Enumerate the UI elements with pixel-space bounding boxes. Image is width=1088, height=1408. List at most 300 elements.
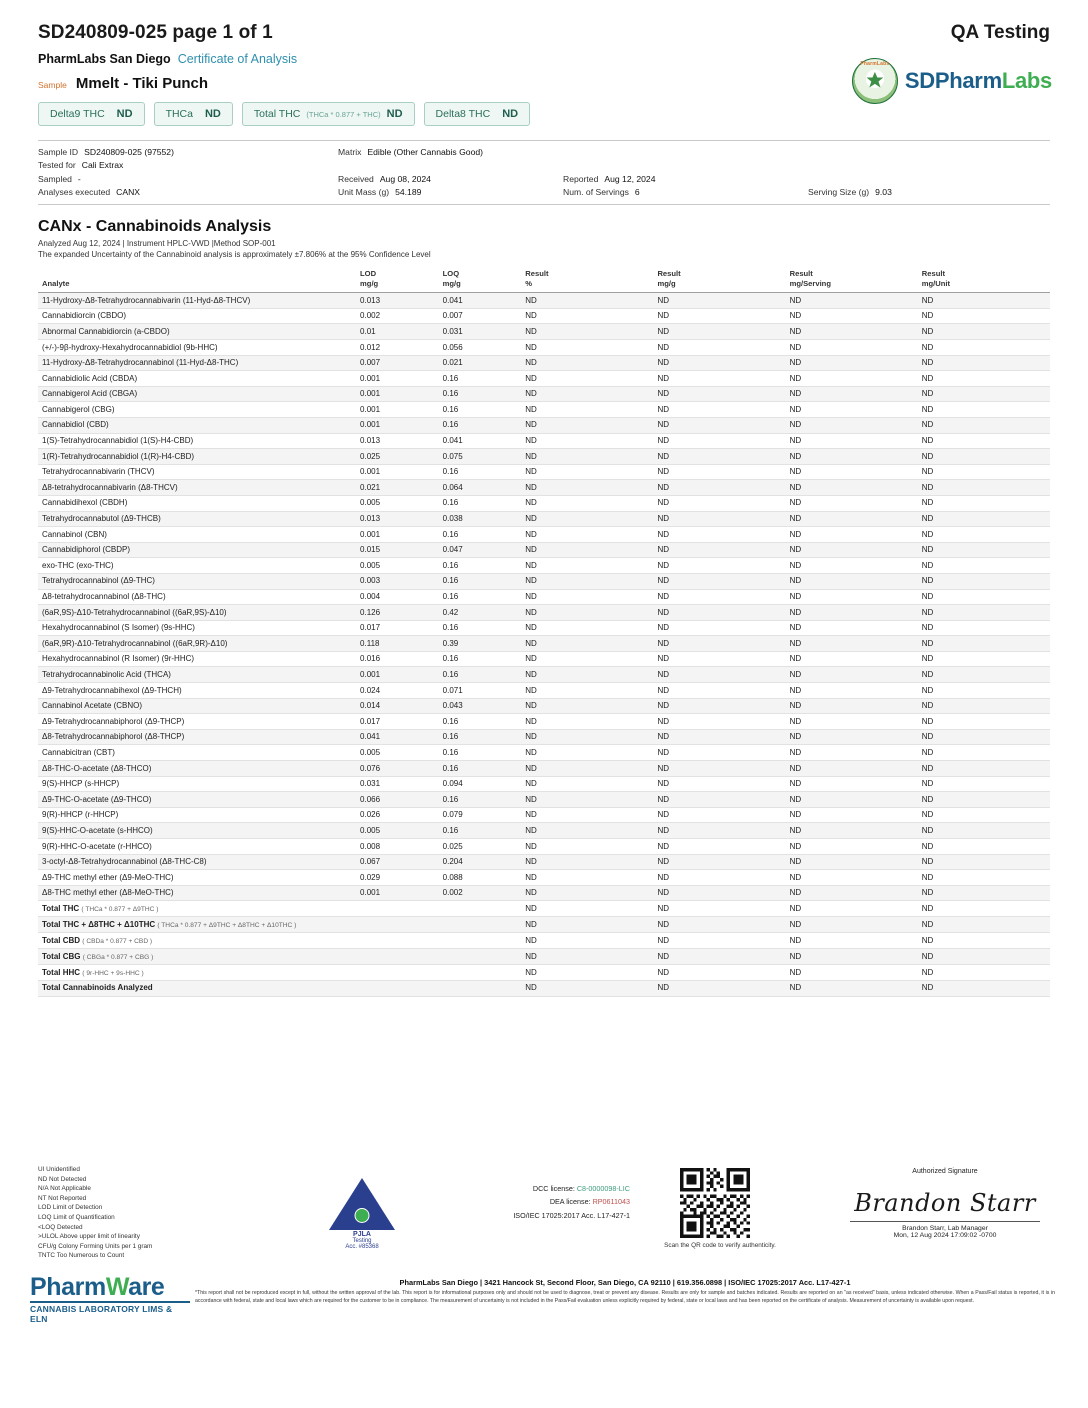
- cell-analyte: Cannabigerol Acid (CBGA): [38, 386, 356, 402]
- cell-loq: 0.041: [439, 293, 522, 309]
- cell-result-mgserving: ND: [786, 573, 918, 589]
- cell-lod: 0.016: [356, 651, 439, 667]
- qr-code-icon[interactable]: [680, 1168, 750, 1238]
- legend-item: TNTC Too Numerous to Count: [38, 1252, 125, 1260]
- cell-result-pct: ND: [521, 870, 653, 886]
- cell-result-pct: ND: [521, 542, 653, 558]
- cell-result-mgunit: ND: [918, 870, 1050, 886]
- table-row: [38, 558, 1050, 574]
- cell-result-pct: ND: [521, 933, 653, 949]
- cell-lod: 0.001: [356, 527, 439, 543]
- cell-result-mgserving: ND: [786, 558, 918, 574]
- cell-result-mgserving: ND: [786, 417, 918, 433]
- cell-result-mgg: ND: [653, 885, 785, 901]
- table-row: [38, 527, 1050, 543]
- cell-result-mgserving: ND: [786, 949, 918, 965]
- cell-lod: 0.012: [356, 340, 439, 356]
- cell-analyte: Tetrahydrocannabinol (Δ9-THC): [38, 573, 356, 589]
- cell-result-pct: ND: [521, 355, 653, 371]
- cell-lod: [356, 933, 439, 949]
- cell-result-pct: ND: [521, 729, 653, 745]
- cell-result-mgg: ND: [653, 917, 785, 933]
- pharmware-word3: are: [128, 1273, 165, 1301]
- cell-result-mgserving: ND: [786, 761, 918, 777]
- table-row: [38, 761, 1050, 777]
- cell-result-mgg: ND: [653, 589, 785, 605]
- cell-result-mgg: ND: [653, 980, 785, 996]
- cell-analyte: Cannabigerol (CBG): [38, 402, 356, 418]
- table-row: [38, 714, 1050, 730]
- cell-loq: 0.043: [439, 698, 522, 714]
- cell-result-mgunit: ND: [918, 402, 1050, 418]
- cell-result-pct: ND: [521, 965, 653, 981]
- cell-analyte: Tetrahydrocannabutol (Δ9-THCB): [38, 511, 356, 527]
- cell-loq: 0.16: [439, 792, 522, 808]
- table-row: [38, 371, 1050, 387]
- cell-total-formula: ( THCa * 0.877 + Δ9THC + Δ8THC + Δ10THC ): [157, 921, 297, 929]
- meta-serving-size: [808, 186, 1038, 199]
- cell-loq: 0.16: [439, 589, 522, 605]
- cell-result-mgunit: ND: [918, 340, 1050, 356]
- cell-result-mgunit: ND: [918, 308, 1050, 324]
- meta-key: Reported: [563, 173, 599, 184]
- cell-loq: 0.16: [439, 823, 522, 839]
- cell-analyte: Tetrahydrocannabinolic Acid (THCA): [38, 667, 356, 683]
- sample-metadata: [38, 140, 1050, 205]
- dea-license-row: [450, 1195, 630, 1208]
- meta-value: Edible (Other Cannabis Good): [367, 147, 484, 157]
- cell-analyte: (+/-)-9β-hydroxy-Hexahydrocannabidiol (9b-HHC): [38, 340, 356, 356]
- cell-loq: 0.094: [439, 776, 522, 792]
- cell-lod: 0.026: [356, 807, 439, 823]
- brand-pharm: Pharm: [934, 68, 1002, 93]
- coa-label: Certificate of Analysis: [177, 52, 298, 66]
- cell-result-mgserving: ND: [786, 308, 918, 324]
- cell-result-mgunit: ND: [918, 573, 1050, 589]
- footer-legal: [195, 1278, 1055, 1306]
- chip-label: Delta9 THC: [50, 108, 105, 120]
- table-row: [38, 870, 1050, 886]
- cell-analyte: Δ9-THC methyl ether (Δ9-MeO-THC): [38, 870, 356, 886]
- cell-loq: 0.16: [439, 558, 522, 574]
- cell-analyte: 1(R)-Tetrahydrocannabidiol (1(R)-H4-CBD): [38, 449, 356, 465]
- pharmlabs-seal-icon: [852, 58, 898, 104]
- cell-analyte: Cannabidiol (CBD): [38, 417, 356, 433]
- table-row: [38, 573, 1050, 589]
- cell-result-mgg: ND: [653, 949, 785, 965]
- table-row: [38, 293, 1050, 309]
- col-result-pct-l1: Result: [525, 269, 549, 279]
- cell-loq: [439, 980, 522, 996]
- table-row: [38, 636, 1050, 652]
- brand-wordmark: [905, 70, 1052, 92]
- cell-analyte: 3-octyl-Δ8-Tetrahydrocannabinol (Δ8-THC-C8): [38, 854, 356, 870]
- cell-lod: 0.013: [356, 511, 439, 527]
- cell-result-mgunit: ND: [918, 729, 1050, 745]
- table-row: [38, 620, 1050, 636]
- cell-result-mgserving: ND: [786, 589, 918, 605]
- cell-lod: 0.067: [356, 854, 439, 870]
- meta-value: CANX: [116, 186, 141, 197]
- cell-result-mgserving: ND: [786, 433, 918, 449]
- cell-analyte: (6aR,9R)-Δ10-Tetrahydrocannabinol ((6aR,9R)-Δ10): [38, 636, 356, 652]
- cell-result-pct: ND: [521, 761, 653, 777]
- cell-result-mgunit: ND: [918, 589, 1050, 605]
- cell-result-mgunit: ND: [918, 542, 1050, 558]
- cell-analyte: (6aR,9S)-Δ10-Tetrahydrocannabinol ((6aR,9S)-Δ10): [38, 605, 356, 621]
- cell-result-pct: ND: [521, 495, 653, 511]
- cell-result-mgunit: ND: [918, 901, 1050, 917]
- cell-result-pct: ND: [521, 949, 653, 965]
- cell-result-mgunit: ND: [918, 433, 1050, 449]
- table-row: [38, 542, 1050, 558]
- cell-result-mgg: ND: [653, 417, 785, 433]
- cell-result-mgg: ND: [653, 402, 785, 418]
- cell-total-label: Total THC ( THCa * 0.877 + Δ9THC ): [38, 901, 356, 917]
- cell-result-mgserving: ND: [786, 823, 918, 839]
- cell-loq: 0.088: [439, 870, 522, 886]
- cell-result-pct: ND: [521, 433, 653, 449]
- cell-result-mgserving: ND: [786, 776, 918, 792]
- cell-result-pct: ND: [521, 714, 653, 730]
- table-row: [38, 402, 1050, 418]
- legend-item: <LOQ Detected: [38, 1223, 83, 1231]
- cell-analyte: 9(S)-HHC-O-acetate (s-HHCO): [38, 823, 356, 839]
- col-lod-l2: mg/g: [360, 278, 379, 288]
- cell-lod: 0.005: [356, 823, 439, 839]
- footer-address: PharmLabs San Diego | 3421 Hancock St, Second Floor, San Diego, CA 92110 | 619.356.0898 | ISO/IEC 17025:2017 Acc. L17-427-1: [399, 1278, 851, 1287]
- legend-item: LOQ Limit of Quantification: [38, 1214, 115, 1222]
- cell-loq: 0.16: [439, 729, 522, 745]
- cell-loq: [439, 917, 522, 933]
- meta-sampled: [38, 173, 338, 186]
- legend-list: [38, 1165, 152, 1261]
- brand-labs: Labs: [1001, 68, 1052, 93]
- cell-result-mgunit: ND: [918, 776, 1050, 792]
- cell-result-mgg: ND: [653, 901, 785, 917]
- cell-loq: 0.16: [439, 371, 522, 387]
- cell-result-mgunit: ND: [918, 324, 1050, 340]
- col-result-mgserving: [786, 267, 918, 292]
- meta-value: 6: [634, 186, 640, 197]
- cell-result-mgserving: ND: [786, 620, 918, 636]
- cell-result-mgg: ND: [653, 433, 785, 449]
- pharmware-word1: Pharm: [30, 1273, 106, 1301]
- cell-result-mgg: ND: [653, 495, 785, 511]
- cell-result-pct: ND: [521, 480, 653, 496]
- pharmware-wordmark: [30, 1275, 190, 1300]
- dea-license-label: DEA license:: [549, 1197, 591, 1207]
- cell-result-mgunit: ND: [918, 698, 1050, 714]
- cell-loq: 0.16: [439, 620, 522, 636]
- cell-result-mgserving: ND: [786, 933, 918, 949]
- cell-result-mgunit: ND: [918, 980, 1050, 996]
- cell-analyte: Cannabidiorcin (CBDO): [38, 308, 356, 324]
- cell-result-mgunit: ND: [918, 745, 1050, 761]
- cell-analyte: Δ8-tetrahydrocannabivarin (Δ8-THCV): [38, 480, 356, 496]
- chip-thca: [154, 102, 233, 126]
- iso-accreditation: ISO/IEC 17025:2017 Acc. L17-427-1: [513, 1210, 630, 1220]
- cell-result-mgunit: ND: [918, 792, 1050, 808]
- table-total-row: [38, 965, 1050, 981]
- cell-analyte: Δ9-Tetrahydrocannabihexol (Δ9-THCH): [38, 683, 356, 699]
- meta-key: Matrix: [338, 147, 362, 157]
- cell-result-mgunit: ND: [918, 667, 1050, 683]
- pjla-dot-icon: [355, 1208, 370, 1223]
- cell-result-mgunit: ND: [918, 933, 1050, 949]
- cell-lod: 0.004: [356, 589, 439, 605]
- footer-disclaimer: *This report shall not be reproduced except in full, without the written approval of the lab. This report is for informational purposes only and should not be used to diagnose, treat or prevent any disease. Results are only for sample and batches indicated. Results are reported on an "as received" basis, unless indicated otherwise. When a Pass/Fail status is reported, it is in accordance with federal, state and local laws which are required for the customer to be in compliance. The measurement of uncertainty is not included in the Pass/Fail evaluation unless explicitly required by federal, state or local laws and has been reported on the certificate of analysis. Measurement of uncertainty is available upon request.: [195, 1290, 1055, 1304]
- dea-license-value: RP0611043: [592, 1197, 630, 1207]
- cell-lod: [356, 917, 439, 933]
- cell-lod: 0.001: [356, 885, 439, 901]
- table-total-row: [38, 949, 1050, 965]
- cell-analyte: Δ9-THC-O-acetate (Δ9-THCO): [38, 792, 356, 808]
- cell-analyte: 11-Hydroxy-Δ8-Tetrahydrocannabinol (11-Hyd-Δ8-THC): [38, 355, 356, 371]
- table-total-row: [38, 980, 1050, 996]
- cell-loq: 0.16: [439, 527, 522, 543]
- cell-result-mgg: ND: [653, 839, 785, 855]
- meta-analyses-executed: [38, 186, 338, 199]
- cell-result-pct: ND: [521, 980, 653, 996]
- pjla-acc: Acc. #85368: [345, 1244, 379, 1250]
- cell-result-mgg: ND: [653, 542, 785, 558]
- cell-result-mgunit: ND: [918, 293, 1050, 309]
- cell-result-mgunit: ND: [918, 651, 1050, 667]
- cell-lod: 0.007: [356, 355, 439, 371]
- meta-unit-mass: [338, 186, 563, 199]
- cell-loq: 0.16: [439, 495, 522, 511]
- cell-result-mgg: ND: [653, 355, 785, 371]
- meta-sample-id: [38, 146, 338, 159]
- cell-result-mgunit: ND: [918, 714, 1050, 730]
- cell-loq: 0.007: [439, 308, 522, 324]
- legend-item: N/A Not Applicable: [38, 1185, 91, 1193]
- cell-result-mgunit: ND: [918, 854, 1050, 870]
- sample-tag: Sample: [38, 80, 67, 90]
- section-title: CANx - Cannabinoids Analysis: [38, 218, 272, 236]
- col-loq-l2: mg/g: [442, 278, 461, 288]
- cell-result-mgserving: ND: [786, 729, 918, 745]
- cell-lod: 0.001: [356, 386, 439, 402]
- cell-result-mgg: ND: [653, 933, 785, 949]
- cell-loq: 0.038: [439, 511, 522, 527]
- col-result-pct-l2: %: [525, 278, 533, 288]
- cell-analyte: Cannabinol Acetate (CBNO): [38, 698, 356, 714]
- chip-sub: (THCa * 0.877 + THC): [306, 110, 381, 119]
- cell-lod: 0.066: [356, 792, 439, 808]
- cell-result-mgserving: ND: [786, 651, 918, 667]
- cell-result-mgserving: ND: [786, 386, 918, 402]
- table-total-row: [38, 917, 1050, 933]
- cell-lod: [356, 965, 439, 981]
- col-lod: [356, 267, 439, 292]
- cell-result-mgunit: ND: [918, 495, 1050, 511]
- cell-analyte: Cannabinol (CBN): [38, 527, 356, 543]
- cell-analyte: Cannabidiolic Acid (CBDA): [38, 371, 356, 387]
- cell-result-pct: ND: [521, 324, 653, 340]
- section-subtitle: Analyzed Aug 12, 2024 | Instrument HPLC-VWD |Method SOP-001: [38, 239, 276, 249]
- pharmware-logo: [30, 1275, 190, 1324]
- cell-lod: 0.001: [356, 371, 439, 387]
- cell-result-mgg: ND: [653, 371, 785, 387]
- cell-result-mgserving: ND: [786, 371, 918, 387]
- sdpharmlabs-logo: [852, 58, 1052, 104]
- pharmware-subtitle: CANNABIS LABORATORY LIMS & ELN: [30, 1301, 190, 1324]
- col-result-mgg-l1: Result: [657, 269, 681, 279]
- cell-lod: 0.021: [356, 480, 439, 496]
- cell-loq: 0.056: [439, 340, 522, 356]
- chip-label: Total THC: [253, 108, 301, 120]
- cell-result-mgserving: ND: [786, 807, 918, 823]
- col-result-mgg-l2: mg/g: [657, 278, 676, 288]
- cell-analyte: Abnormal Cannabidiorcin (a-CBDO): [38, 324, 356, 340]
- cell-result-mgunit: ND: [918, 527, 1050, 543]
- col-result-mgunit-l1: Result: [921, 269, 945, 279]
- meta-value: Aug 08, 2024: [379, 173, 431, 184]
- cell-loq: 0.041: [439, 433, 522, 449]
- cell-result-mgunit: ND: [918, 355, 1050, 371]
- meta-value: 9.03: [875, 186, 892, 197]
- cell-analyte: Tetrahydrocannabivarin (THCV): [38, 464, 356, 480]
- chip-value: ND: [116, 108, 133, 120]
- cell-analyte: Δ8-Tetrahydrocannabiphorol (Δ8-THCP): [38, 729, 356, 745]
- document-header: [0, 0, 1088, 44]
- col-result-mgunit-l2: mg/Unit: [921, 278, 951, 288]
- cell-loq: 0.075: [439, 449, 522, 465]
- col-result-mgunit: [918, 267, 1050, 292]
- cell-total-formula: ( 9r-HHC + 9s-HHC ): [82, 969, 144, 977]
- signature-line: [850, 1221, 1040, 1222]
- cell-result-mgg: ND: [653, 807, 785, 823]
- table-row: [38, 885, 1050, 901]
- legend-item: UI Unidentified: [38, 1166, 80, 1173]
- cell-result-mgunit: ND: [918, 480, 1050, 496]
- cell-result-pct: ND: [521, 589, 653, 605]
- cell-result-mgunit: ND: [918, 620, 1050, 636]
- cell-total-label: Total THC + Δ8THC + Δ10THC ( THCa * 0.877 + Δ9THC + Δ8THC + Δ10THC ): [38, 917, 356, 933]
- meta-matrix: [338, 146, 563, 159]
- table-row: [38, 495, 1050, 511]
- table-row: [38, 308, 1050, 324]
- cell-lod: 0.008: [356, 839, 439, 855]
- cell-total-formula: ( THCa * 0.877 + Δ9THC ): [81, 905, 159, 913]
- cell-loq: 0.16: [439, 667, 522, 683]
- cell-result-mgg: ND: [653, 324, 785, 340]
- table-row: [38, 605, 1050, 621]
- signature-title: Authorized Signature: [912, 1168, 978, 1175]
- cell-analyte: 11-Hydroxy-Δ8-Tetrahydrocannabivarin (11-Hyd-Δ8-THCV): [38, 293, 356, 309]
- signature-role: Brandon Starr, Lab Manager: [902, 1225, 988, 1232]
- seal-leaf-icon: [865, 72, 885, 92]
- cell-lod: [356, 980, 439, 996]
- cell-result-mgg: ND: [653, 761, 785, 777]
- chip-label: THCa: [165, 108, 193, 120]
- cell-result-pct: ND: [521, 449, 653, 465]
- cell-result-mgg: ND: [653, 308, 785, 324]
- cell-total-label: Total HHC ( 9r-HHC + 9s-HHC ): [38, 965, 356, 981]
- cell-result-mgunit: ND: [918, 636, 1050, 652]
- meta-key: Unit Mass (g): [338, 186, 390, 197]
- cell-result-mgg: ND: [653, 386, 785, 402]
- cell-result-pct: ND: [521, 839, 653, 855]
- cell-lod: 0.041: [356, 729, 439, 745]
- cell-loq: 0.021: [439, 355, 522, 371]
- cell-lod: 0.126: [356, 605, 439, 621]
- table-row: [38, 776, 1050, 792]
- cell-result-mgg: ND: [653, 698, 785, 714]
- cell-lod: 0.013: [356, 293, 439, 309]
- cell-result-mgunit: ND: [918, 761, 1050, 777]
- cell-result-pct: ND: [521, 293, 653, 309]
- cell-result-mgserving: ND: [786, 698, 918, 714]
- col-result-pct: [521, 267, 653, 292]
- cell-loq: 0.071: [439, 683, 522, 699]
- cell-result-mgunit: ND: [918, 386, 1050, 402]
- cell-result-pct: ND: [521, 558, 653, 574]
- cell-analyte: Cannabicitran (CBT): [38, 745, 356, 761]
- table-row: [38, 449, 1050, 465]
- table-row: [38, 698, 1050, 714]
- pharmware-word2: W: [105, 1273, 129, 1301]
- meta-key: Tested for: [38, 160, 76, 171]
- cell-result-mgserving: ND: [786, 901, 918, 917]
- cell-result-mgg: ND: [653, 776, 785, 792]
- cell-lod: 0.031: [356, 776, 439, 792]
- meta-key: Sampled: [38, 173, 72, 184]
- signature-image: Brandon Starr: [854, 1189, 1036, 1217]
- cell-loq: 0.16: [439, 402, 522, 418]
- cell-lod: 0.005: [356, 495, 439, 511]
- cell-result-mgunit: ND: [918, 371, 1050, 387]
- cell-analyte: 9(S)-HHCP (s-HHCP): [38, 776, 356, 792]
- cannabinoids-table: [38, 267, 1050, 996]
- cell-result-mgunit: ND: [918, 683, 1050, 699]
- cell-result-mgserving: ND: [786, 402, 918, 418]
- cell-result-mgg: ND: [653, 511, 785, 527]
- cell-result-mgserving: ND: [786, 683, 918, 699]
- meta-value: SD240809-025 (97552): [84, 147, 174, 157]
- cell-result-mgg: ND: [653, 651, 785, 667]
- meta-key: Serving Size (g): [808, 186, 870, 197]
- cell-result-pct: ND: [521, 527, 653, 543]
- cell-analyte: 9(R)-HHC-O-acetate (r-HHCO): [38, 839, 356, 855]
- cell-result-mgunit: ND: [918, 807, 1050, 823]
- meta-tested-for: [38, 159, 338, 172]
- pjla-name: PJLA: [353, 1231, 371, 1238]
- cell-result-pct: ND: [521, 651, 653, 667]
- legend-item: LOD Limit of Detection: [38, 1204, 103, 1212]
- cell-result-mgserving: ND: [786, 480, 918, 496]
- cell-loq: 0.204: [439, 854, 522, 870]
- cell-loq: 0.047: [439, 542, 522, 558]
- cell-result-pct: ND: [521, 885, 653, 901]
- cell-lod: 0.002: [356, 308, 439, 324]
- qa-testing-label: QA Testing: [950, 22, 1050, 43]
- chip-value: ND: [386, 108, 403, 120]
- table-row: [38, 324, 1050, 340]
- cell-result-mgunit: ND: [918, 823, 1050, 839]
- cell-result-mgunit: ND: [918, 885, 1050, 901]
- cell-result-mgg: ND: [653, 965, 785, 981]
- cell-result-mgserving: ND: [786, 745, 918, 761]
- cell-result-mgg: ND: [653, 683, 785, 699]
- cell-result-mgserving: ND: [786, 340, 918, 356]
- meta-key: Received: [338, 173, 374, 184]
- cell-loq: 0.025: [439, 839, 522, 855]
- cell-lod: 0.024: [356, 683, 439, 699]
- cell-result-pct: ND: [521, 792, 653, 808]
